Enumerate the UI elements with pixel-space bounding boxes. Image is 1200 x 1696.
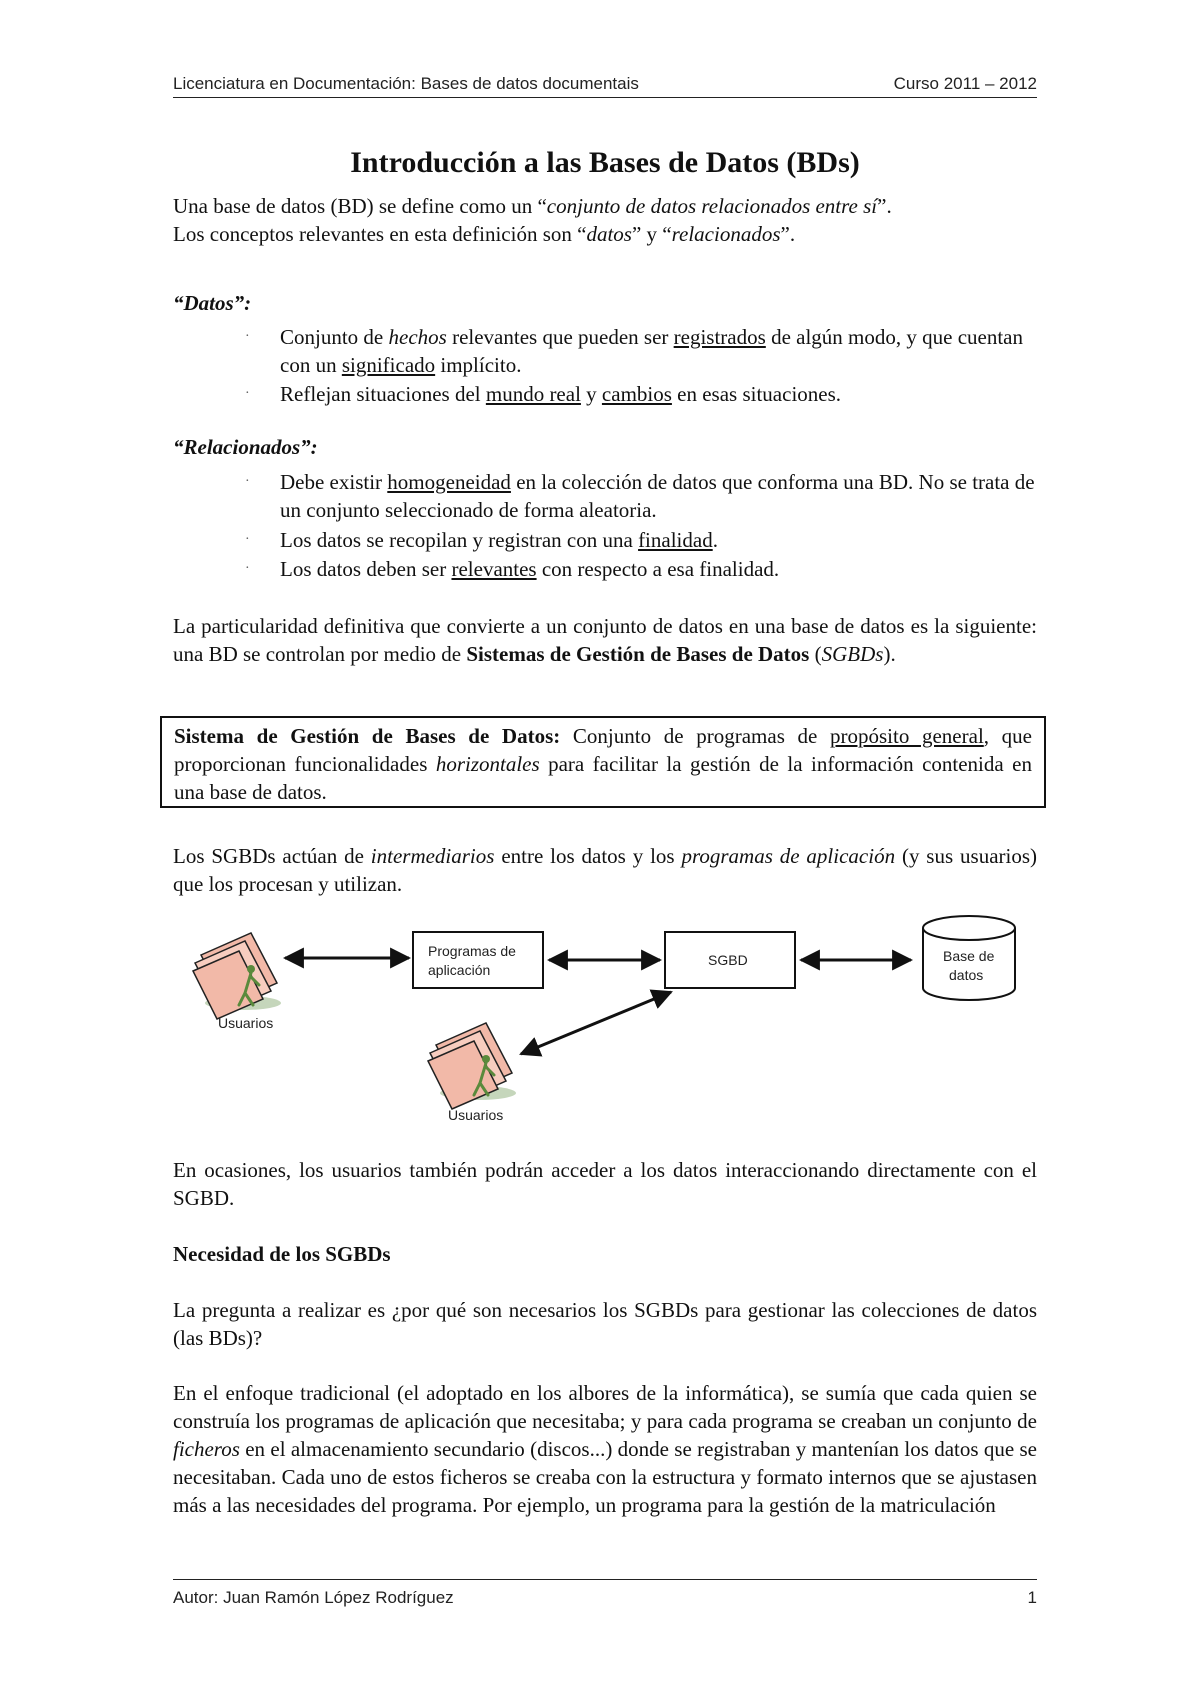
term-cambios: cambios [601,382,672,406]
programs-box [413,932,543,988]
programs-label-line1: Programas de [428,943,516,959]
intro-text: Los conceptos relevantes en esta definición son “ [173,222,587,246]
intro-paragraph [173,192,1037,248]
bullet-text: y [580,382,602,406]
bullet-text: implícito. [435,353,522,377]
users-top-label: Usuarios [218,1015,274,1031]
term-relevantes: relevantes [451,557,537,581]
bullet-text: con respecto a esa finalidad. [536,557,780,581]
definition-body: Conjunto de programas de [560,724,830,748]
definition-body: para facilitar la gestión de la información contenida en una base de datos. [174,752,1032,804]
relacionados-bullet-3 [280,555,1037,583]
page-title: Introducción a las Bases de Datos (BDs) [350,146,860,179]
section-heading-necesidad: Necesidad de los SGBDs [173,1242,391,1266]
occasions-paragraph: En ocasiones, los usuarios también podrán acceder a los datos interaccionando directamente con el SGBD. [173,1158,1037,1210]
arrow-users-sgbd [521,992,671,1054]
paragraph-text: Los SGBDs actúan de [173,844,371,868]
datos-bullet-1 [280,323,1037,379]
intermediaries-paragraph [173,842,1037,898]
intro-text: Una base de datos (BD) se define como un “ [173,194,547,218]
intro-text: ”. [780,222,796,246]
bullet-text: . [712,528,718,552]
header-course-title: Licenciatura en Documentación: Bases de datos documentais [173,74,639,93]
bullet-text: relevantes que pueden ser [446,325,674,349]
bullet-text: de algún modo, y que cuentan con un [280,325,1023,377]
paragraph-text: entre los datos y los [494,844,682,868]
intro-term-relacionados: relacionados [671,222,781,246]
traditional-approach-paragraph [173,1379,1037,1519]
database-label-line1: Base de [943,948,995,964]
bullet-marker: · [245,474,250,489]
paragraph-text: ). [883,642,896,666]
datos-label: “Datos”: [173,291,252,315]
term-ficheros: ficheros [173,1437,240,1461]
paragraph-text: en el almacenamiento secundario (discos...) donde se registraban y mantenían los datos que se necesitaban. Cada uno de estos ficheros se creaba con la estructura y formato internos que se ajustasen más a las necesidades del programa. Por ejemplo, un programa para la gestión de la matriculación [173,1437,1037,1517]
term-proposito-general: propósito general [830,724,984,748]
term-horizontales: horizontales [435,752,540,776]
bullet-text: Debe existir [280,470,388,494]
footer-rule [173,1579,1037,1580]
definition-term: Sistema de Gestión de Bases de Datos: [174,724,561,748]
sgbd-architecture-diagram [173,900,1037,1130]
term-homogeneidad: homogeneidad [387,470,511,494]
sgbd-label: SGBD [708,952,748,968]
term-sgbds: SGBDs [821,642,884,666]
bullet-marker: · [245,561,250,576]
users-top-icon [193,933,281,1019]
term-sgbd-full: Sistemas de Gestión de Bases de Datos [466,642,810,666]
bullet-text: en esas situaciones. [671,382,842,406]
intro-term-datos: datos [586,222,632,246]
bullet-text: Conjunto de [280,325,389,349]
header-rule [173,97,1037,98]
bullet-marker: · [245,532,250,547]
header-academic-year: Curso 2011 – 2012 [893,74,1037,93]
paragraph-text: (y sus usuarios) que los procesan y utilizan. [173,844,1038,896]
bullet-marker: · [245,329,250,344]
intro-text: ”. [877,194,892,218]
users-bottom-label: Usuarios [448,1107,504,1123]
term-finalidad: finalidad [638,528,713,552]
question-paragraph: La pregunta a realizar es ¿por qué son necesarios los SGBDs para gestionar las colecciones de datos (las BDs)? [173,1298,1037,1350]
running-header [173,72,1037,98]
particularity-paragraph [173,612,1037,668]
bullet-text: Los datos deben ser [280,557,452,581]
definition-body: , que proporcionan funcionalidades [174,724,1033,776]
datos-bullet-2 [280,380,1037,408]
relacionados-label: “Relacionados”: [173,435,318,459]
intro-definition-quote: conjunto de datos relacionados entre sí [546,194,878,218]
relacionados-bullet-2 [280,526,1037,554]
term-programas-aplicacion: programas de aplicación [681,844,896,868]
bullet-text: en la colección de datos que conforma una BD. No se trata de un conjunto seleccionado de forma aleatoria. [280,470,1035,522]
paragraph-text: ( [809,642,822,666]
footer-author: Autor: Juan Ramón López Rodríguez [173,1588,454,1607]
paragraph-text: En el enfoque tradicional (el adoptado en los albores de la informática), se sumía que cada quien se construía los programas de aplicación que necesitaba; y para cada programa se creaban un conjunto de [173,1381,1037,1433]
term-significado: significado [341,353,436,377]
paragraph-text: La particularidad definitiva que convierte a un conjunto de datos en una base de datos es la siguiente: una BD se controlan por medio de [173,614,1037,666]
page-number: 1 [1027,1588,1037,1607]
term-registrados: registrados [673,325,766,349]
bullet-text: Reflejan situaciones del [280,382,486,406]
bullet-text: Los datos se recopilan y registran con una [280,528,639,552]
users-bottom-icon [428,1023,516,1109]
definition-box [160,716,1046,808]
relacionados-bullet-1 [280,468,1037,524]
term-hechos: hechos [388,325,447,349]
term-intermediarios: intermediarios [370,844,495,868]
running-footer [173,1588,1037,1614]
term-mundo-real: mundo real [485,382,581,406]
intro-text: ” y “ [631,222,672,246]
bullet-marker: · [245,386,250,401]
definition-text [174,722,1032,806]
programs-label-line2: aplicación [428,962,491,978]
database-label-line2: datos [949,967,984,983]
